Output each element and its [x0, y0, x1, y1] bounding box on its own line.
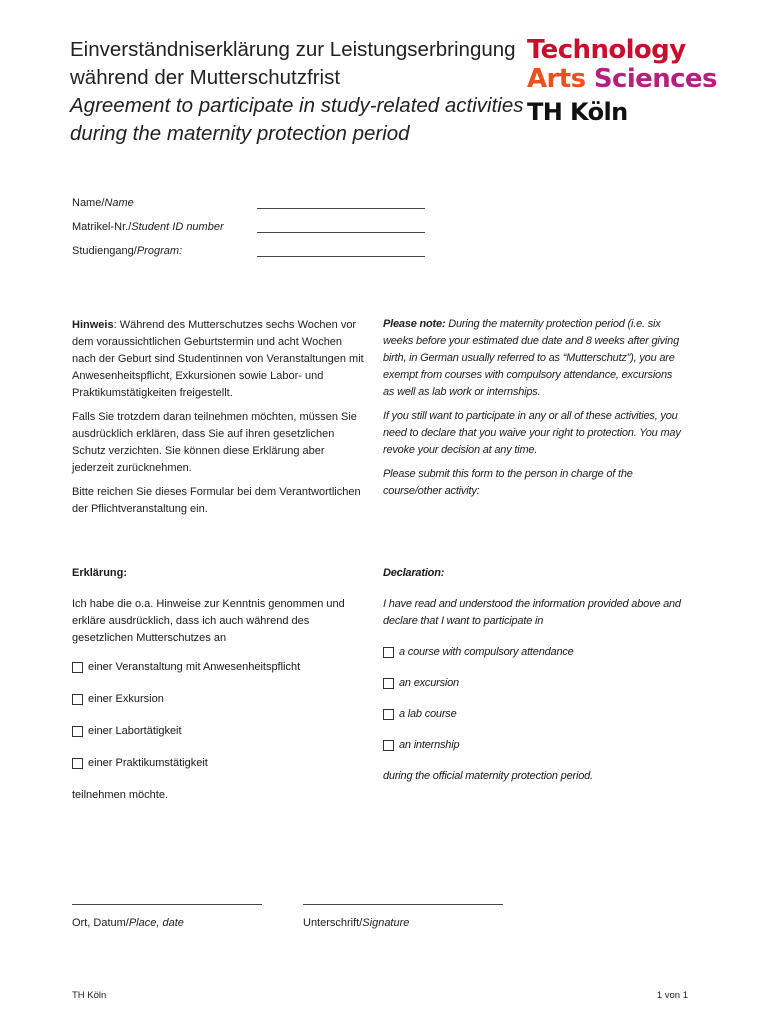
notice-english-text1: During the maternity protection period (i.e. six weeks before your estimated due date and 8 weeks after giving birth, in German usually referred to as “Mutterschutz”), you are exempt from courses with compulsory attendance, excursions as well as lab work or internships.	[383, 318, 679, 398]
option-en-attendance-label: a course with compulsory attendance	[399, 646, 574, 658]
checkbox-icon[interactable]	[72, 694, 83, 705]
title-english-line1: Agreement to participate in study-related activities	[70, 94, 524, 117]
declaration-german-closing: teilnehmen möchte.	[72, 789, 168, 801]
student-id-label-en: Student ID number	[131, 221, 224, 233]
signature-label	[303, 917, 409, 929]
declaration-english	[383, 565, 683, 785]
checkbox-icon[interactable]	[72, 726, 83, 737]
student-id-label	[72, 221, 224, 233]
option-en-excursion[interactable]	[383, 675, 683, 692]
checkbox-icon[interactable]	[383, 740, 394, 751]
notice-english-p1	[383, 316, 683, 401]
option-de-attendance[interactable]	[72, 659, 367, 676]
notice-english-p2: If you still want to participate in any or all of these activities, you need to declare that you waive your right to protection. You may revoke your decision at any time.	[383, 410, 681, 456]
option-en-excursion-label: an excursion	[399, 677, 459, 689]
place-date-label-de: Ort, Datum/	[72, 917, 129, 929]
notice-english	[383, 316, 683, 507]
notice-german-text1: : Während des Mutterschutzes sechs Wochen vor dem voraussichtlichen Geburtstermin und acht Wochen nach der Geburt sind Studentinnen von Veranstaltungen mit Anwesenheitspflicht, Exkursionen sowie Labor- und Praktikumstätigkeiten freigestellt.	[72, 319, 364, 399]
option-en-attendance[interactable]	[383, 644, 683, 661]
name-label-en: Name	[104, 197, 134, 209]
logo-sciences: Sciences	[593, 64, 717, 94]
logo-arts-sciences	[527, 65, 717, 94]
title-german	[70, 36, 516, 92]
notice-german-p2: Falls Sie trotzdem daran teilnehmen möchten, müssen Sie ausdrücklich erklären, dass Sie auf ihren gesetzlichen Schutz verzichten. Sie können diese Erklärung aber jederzeit zurücknehmen.	[72, 411, 357, 474]
name-field[interactable]	[257, 208, 425, 209]
notice-english-p3: Please submit this form to the person in charge of the course/other activity:	[383, 468, 633, 497]
signature-label-en: Signature	[362, 917, 410, 929]
notice-german	[72, 317, 367, 525]
checkbox-icon[interactable]	[383, 709, 394, 720]
option-de-attendance-label: einer Veranstaltung mit Anwesenheitspflicht	[88, 661, 301, 673]
notice-german-p1	[72, 317, 367, 402]
footer-institution: TH Köln	[72, 990, 107, 1001]
option-en-lab[interactable]	[383, 706, 683, 723]
notice-english-label: Please note:	[383, 318, 446, 330]
option-en-lab-label: a lab course	[399, 708, 457, 720]
checkbox-icon[interactable]	[383, 647, 394, 658]
page-number: 1 von 1	[656, 990, 688, 1001]
logo-th-koeln: TH Köln	[527, 98, 628, 126]
option-de-excursion-label: einer Exkursion	[88, 693, 164, 705]
notice-german-p3: Bitte reichen Sie dieses Formular bei dem Verantwortlichen der Pflichtveranstaltung ein.	[72, 486, 361, 515]
option-de-lab-label: einer Labortätigkeit	[88, 725, 182, 737]
title-english	[70, 92, 524, 148]
program-label-de: Studiengang/	[72, 245, 137, 257]
declaration-english-heading: Declaration:	[383, 567, 445, 579]
option-de-internship[interactable]	[72, 755, 367, 772]
title-english-line2: during the maternity protection period	[70, 122, 410, 145]
th-koeln-logo	[527, 36, 717, 128]
signature-field[interactable]	[303, 904, 503, 905]
option-de-lab[interactable]	[72, 723, 367, 740]
title-german-line1: Einverständniserklärung zur Leistungserbringung	[70, 38, 516, 61]
place-date-label	[72, 917, 184, 929]
name-label-de: Name/	[72, 197, 105, 209]
checkbox-icon[interactable]	[383, 678, 394, 689]
program-label	[72, 245, 182, 257]
place-date-label-en: Place, date	[128, 917, 184, 929]
place-date-field[interactable]	[72, 904, 262, 905]
name-label	[72, 197, 134, 209]
student-id-label-de: Matrikel-Nr./	[72, 221, 132, 233]
declaration-english-text: I have read and understood the information provided above and declare that I want to participate in	[383, 598, 681, 627]
title-german-line2: während der Mutterschutzfrist	[70, 66, 341, 89]
program-field[interactable]	[257, 256, 425, 257]
option-en-internship-label: an internship	[399, 739, 460, 751]
declaration-german-heading: Erklärung:	[72, 567, 128, 579]
program-label-en: Program:	[136, 245, 183, 257]
declaration-german-text: Ich habe die o.a. Hinweise zur Kenntnis genommen und erkläre ausdrücklich, dass ich auch während des gesetzlichen Mutterschutzes an	[72, 598, 345, 644]
checkbox-icon[interactable]	[72, 758, 83, 769]
option-de-internship-label: einer Praktikumstätigkeit	[88, 757, 208, 769]
student-id-field[interactable]	[257, 232, 425, 233]
option-en-internship[interactable]	[383, 737, 683, 754]
signature-label-de: Unterschrift/	[303, 917, 363, 929]
notice-german-label: Hinweis	[72, 319, 114, 331]
logo-technology: Technology	[527, 35, 686, 65]
logo-arts: Arts	[527, 64, 586, 94]
option-de-excursion[interactable]	[72, 691, 367, 708]
declaration-german	[72, 565, 367, 804]
checkbox-icon[interactable]	[72, 662, 83, 673]
declaration-english-closing: during the official maternity protection period.	[383, 770, 593, 782]
